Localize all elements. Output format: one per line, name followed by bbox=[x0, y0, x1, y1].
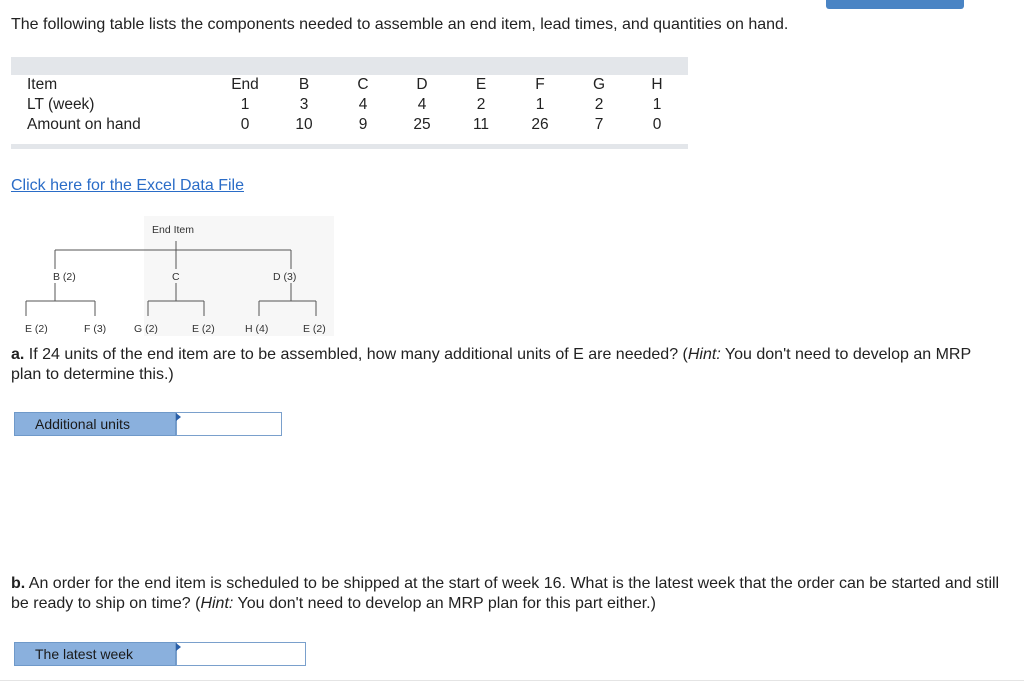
question-a-text: If 24 units of the end item are to be assembled, how many additional units of E are needed? ( bbox=[24, 346, 688, 363]
tree-node-g: G (2) bbox=[134, 323, 158, 335]
table-cell: 1 bbox=[535, 96, 545, 113]
tree-node-e: E (2) bbox=[192, 323, 215, 335]
table-cell: End bbox=[231, 76, 259, 93]
answer-b-label: The latest week bbox=[14, 642, 176, 666]
input-marker-icon bbox=[176, 643, 181, 651]
table-top-band bbox=[11, 57, 688, 75]
table-cell: 3 bbox=[299, 96, 309, 113]
row-label: Item bbox=[27, 76, 58, 93]
table-cell: F bbox=[535, 76, 545, 93]
question-b-prefix: b. bbox=[11, 575, 26, 592]
table-cell: 9 bbox=[358, 116, 368, 133]
tree-node-f: F (3) bbox=[84, 323, 107, 335]
table-cell: 1 bbox=[240, 96, 250, 113]
question-b bbox=[11, 574, 1001, 614]
top-action-button[interactable] bbox=[826, 0, 964, 9]
tree-node-b: B (2) bbox=[53, 271, 76, 283]
question-a bbox=[11, 345, 1001, 385]
table-cell: C bbox=[357, 76, 369, 93]
product-structure-tree bbox=[14, 216, 334, 344]
table-cell: 1 bbox=[652, 96, 662, 113]
question-a-hint-text: You don't need to develop an MRP plan to determine this.) bbox=[11, 346, 971, 383]
table-cell: H bbox=[651, 76, 663, 93]
tree-node-e: E (2) bbox=[25, 323, 48, 335]
intro-text: The following table lists the components needed to assemble an end item, lead times, and quantities on hand. bbox=[11, 16, 789, 33]
row-label: LT (week) bbox=[27, 96, 95, 113]
tree-node-e: E (2) bbox=[303, 323, 326, 335]
additional-units-input[interactable] bbox=[176, 412, 282, 436]
tree-node-c: C bbox=[172, 271, 180, 283]
table-cell: 25 bbox=[413, 116, 431, 133]
table-cell: 2 bbox=[594, 96, 604, 113]
table-cell: E bbox=[475, 76, 487, 93]
answer-a-label: Additional units bbox=[14, 412, 176, 436]
components-table bbox=[11, 57, 688, 149]
table-cell: 2 bbox=[476, 96, 486, 113]
table-bottom-band bbox=[11, 144, 688, 149]
question-a-prefix: a. bbox=[11, 346, 25, 363]
table-cell: 11 bbox=[472, 116, 490, 133]
table-cell: 4 bbox=[417, 96, 427, 113]
latest-week-input[interactable] bbox=[176, 642, 306, 666]
table-row bbox=[11, 96, 688, 116]
question-b-hint-label: Hint: bbox=[200, 595, 234, 612]
table-cell: B bbox=[298, 76, 310, 93]
tree-node-root: End Item bbox=[152, 224, 195, 236]
table-cell: 7 bbox=[594, 116, 604, 133]
question-b-hint-text: You don't need to develop an MRP plan for this part either.) bbox=[233, 595, 656, 612]
question-b-text: An order for the end item is scheduled to be shipped at the start of week 16. What is the latest week that the order can be started and still be ready to ship on time? ( bbox=[11, 575, 1000, 612]
question-a-hint-label: Hint: bbox=[687, 346, 721, 363]
tree-node-h: H (4) bbox=[245, 323, 269, 335]
table-cell: D bbox=[416, 76, 428, 93]
footer-divider bbox=[0, 680, 1024, 681]
table-cell: 0 bbox=[652, 116, 662, 133]
table-cell: 0 bbox=[240, 116, 250, 133]
table-cell: 10 bbox=[295, 116, 313, 133]
table-row bbox=[11, 116, 688, 136]
tree-node-d: D (3) bbox=[273, 271, 297, 283]
excel-data-link[interactable]: Click here for the Excel Data File bbox=[11, 177, 244, 194]
table-row bbox=[11, 76, 688, 96]
row-label: Amount on hand bbox=[27, 116, 141, 133]
table-cell: 26 bbox=[531, 116, 549, 133]
table-cell: 4 bbox=[358, 96, 368, 113]
table-cell: G bbox=[592, 76, 606, 93]
input-marker-icon bbox=[176, 413, 181, 421]
